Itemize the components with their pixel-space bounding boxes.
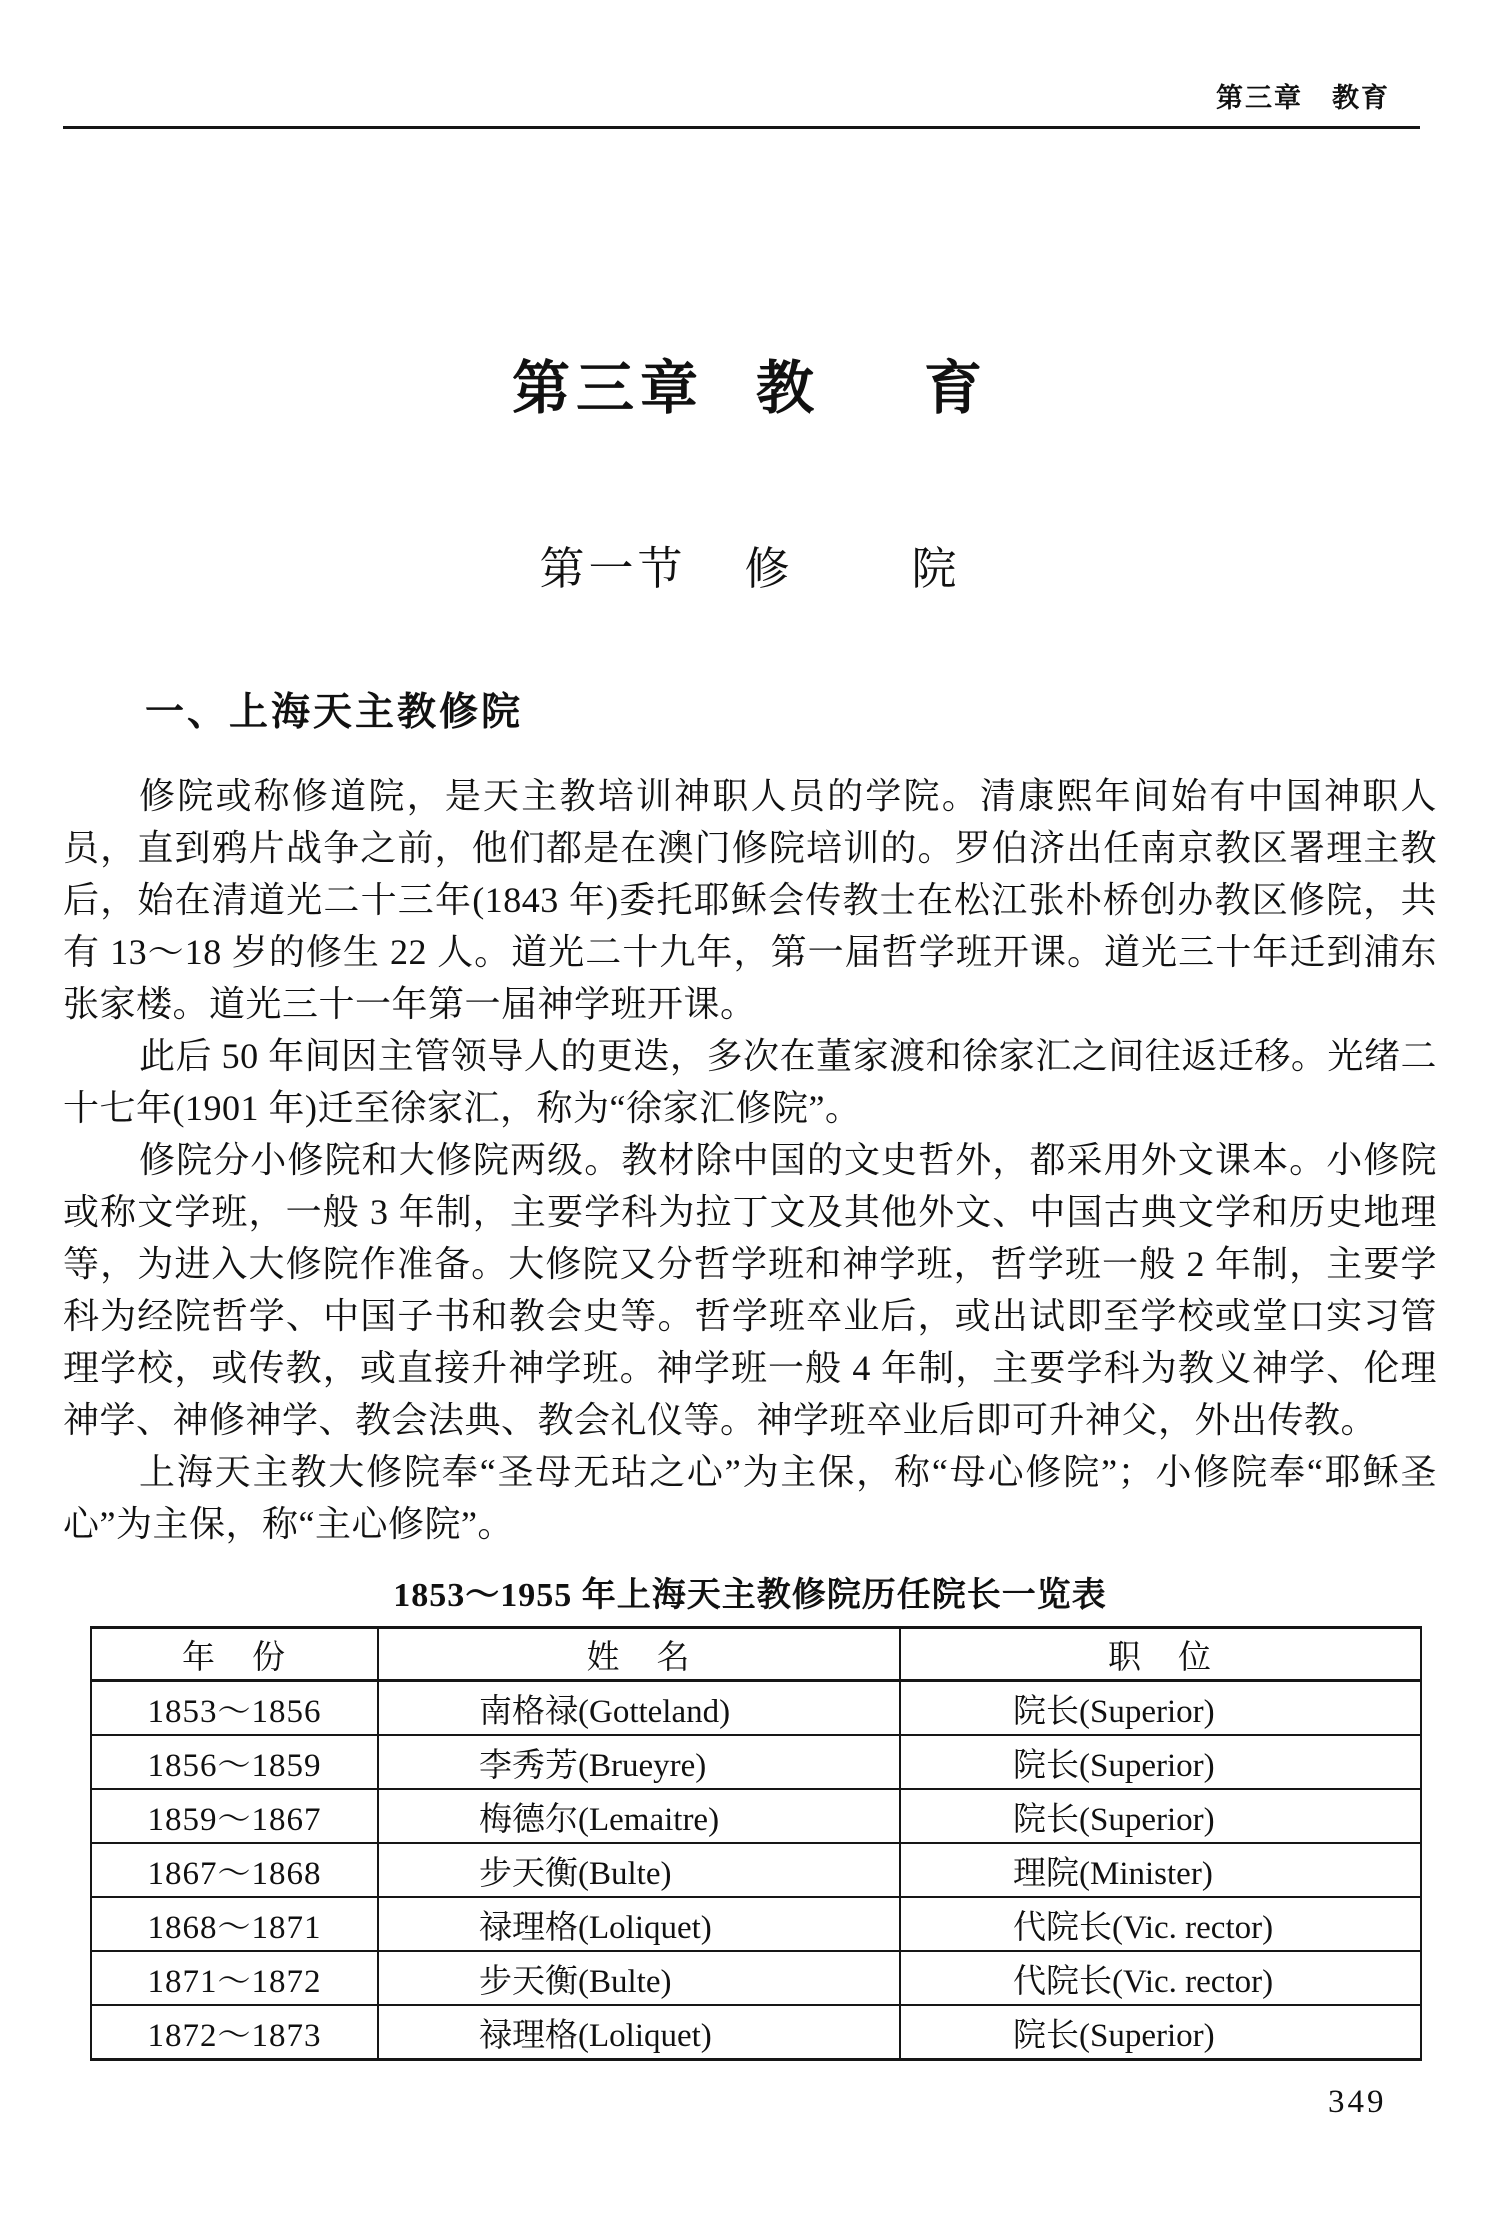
position-cell: 代院长(Vic. rector) xyxy=(900,1897,1421,1951)
name-cell: 南格禄(Gotteland) xyxy=(378,1681,900,1736)
year-cell: 1871～1872 xyxy=(91,1951,378,2005)
subsection-heading: 一、上海天主教修院 xyxy=(145,691,524,734)
table-row xyxy=(91,1951,1421,2005)
year-cell: 1856～1859 xyxy=(91,1735,378,1789)
name-cell: 梅德尔(Lemaitre) xyxy=(378,1789,900,1843)
paragraph-4: 上海天主教大修院奉“圣母无玷之心”为主保，称“母心修院”；小修院奉“耶稣圣心”为主保，称“主心修院”。 xyxy=(63,1452,1437,1544)
name-cell: 禄理格(Loliquet) xyxy=(378,1897,900,1951)
section-title xyxy=(63,544,1437,594)
name-cell: 步天衡(Bulte) xyxy=(378,1843,900,1897)
paragraph-1: 修院或称修道院，是天主教培训神职人员的学院。清康熙年间始有中国神职人员，直到鸦片战争之前，他们都是在澳门修院培训的。罗伯济出任南京教区署理主教后，始在清道光二十三年(1843 年)委托耶稣会传教士在松江张朴桥创办教区修院，共有 13～18 岁的修生 22 人。道光二十九年，第一届哲学班开课。道光三十年迁到浦东张家楼。道光三十一年第一届神学班开课。 xyxy=(63,776,1437,1024)
table-header-row xyxy=(91,1628,1421,1681)
name-cell: 禄理格(Loliquet) xyxy=(378,2005,900,2060)
column-header-position: 职 位 xyxy=(900,1628,1421,1681)
year-cell: 1872～1873 xyxy=(91,2005,378,2060)
running-head: 第三章 教育 xyxy=(1216,83,1390,113)
name-cell: 李秀芳(Brueyre) xyxy=(378,1735,900,1789)
chapter-title-word2: 育 xyxy=(924,356,989,421)
position-cell: 院长(Superior) xyxy=(900,1789,1421,1843)
chapter-title-label: 第三章 xyxy=(511,356,704,421)
seminary-superiors-table xyxy=(90,1626,1422,2061)
table-row xyxy=(91,1789,1421,1843)
year-cell: 1868～1871 xyxy=(91,1897,378,1951)
position-cell: 代院长(Vic. rector) xyxy=(900,1951,1421,2005)
section-title-label: 第一节 xyxy=(539,544,687,594)
column-header-name: 姓 名 xyxy=(378,1628,900,1681)
header-rule xyxy=(63,126,1420,129)
year-cell: 1859～1867 xyxy=(91,1789,378,1843)
position-cell: 院长(Superior) xyxy=(900,2005,1421,2060)
table-row xyxy=(91,1843,1421,1897)
position-cell: 院长(Superior) xyxy=(900,1681,1421,1736)
section-title-word1: 修 xyxy=(744,544,794,594)
table-row xyxy=(91,1897,1421,1951)
page-content xyxy=(0,358,1500,2061)
year-cell: 1867～1868 xyxy=(91,1843,378,1897)
paragraph-2: 此后 50 年间因主管领导人的更迭，多次在董家渡和徐家汇之间往返迁移。光绪二十七年(1901 年)迁至徐家汇，称为“徐家汇修院”。 xyxy=(63,1036,1437,1128)
table-row xyxy=(91,1681,1421,1736)
table-title: 1853～1955 年上海天主教修院历任院长一览表 xyxy=(393,1577,1107,1614)
page-number: 349 xyxy=(1328,2084,1387,2120)
section-title-word2: 院 xyxy=(911,544,961,594)
position-cell: 院长(Superior) xyxy=(900,1735,1421,1789)
table-row xyxy=(91,1735,1421,1789)
position-cell: 理院(Minister) xyxy=(900,1843,1421,1897)
chapter-title xyxy=(63,358,1437,420)
year-cell: 1853～1856 xyxy=(91,1681,378,1736)
table-row xyxy=(91,2005,1421,2060)
column-header-year: 年 份 xyxy=(91,1628,378,1681)
paragraph-3: 修院分小修院和大修院两级。教材除中国的文史哲外，都采用外文课本。小修院或称文学班，一般 3 年制，主要学科为拉丁文及其他外文、中国古典文学和历史地理等，为进入大修院作准备。大修院又分哲学班和神学班，哲学班一般 2 年制，主要学科为经院哲学、中国子书和教会史等。哲学班卒业后，或出试即至学校或堂口实习管理学校，或传教，或直接升神学班。神学班一般 4 年制，主要学科为教义神学、伦理神学、神修神学、教会法典、教会礼仪等。神学班卒业后即可升神父，外出传教。 xyxy=(63,1140,1437,1440)
chapter-title-word1: 教 xyxy=(755,356,820,421)
name-cell: 步天衡(Bulte) xyxy=(378,1951,900,2005)
